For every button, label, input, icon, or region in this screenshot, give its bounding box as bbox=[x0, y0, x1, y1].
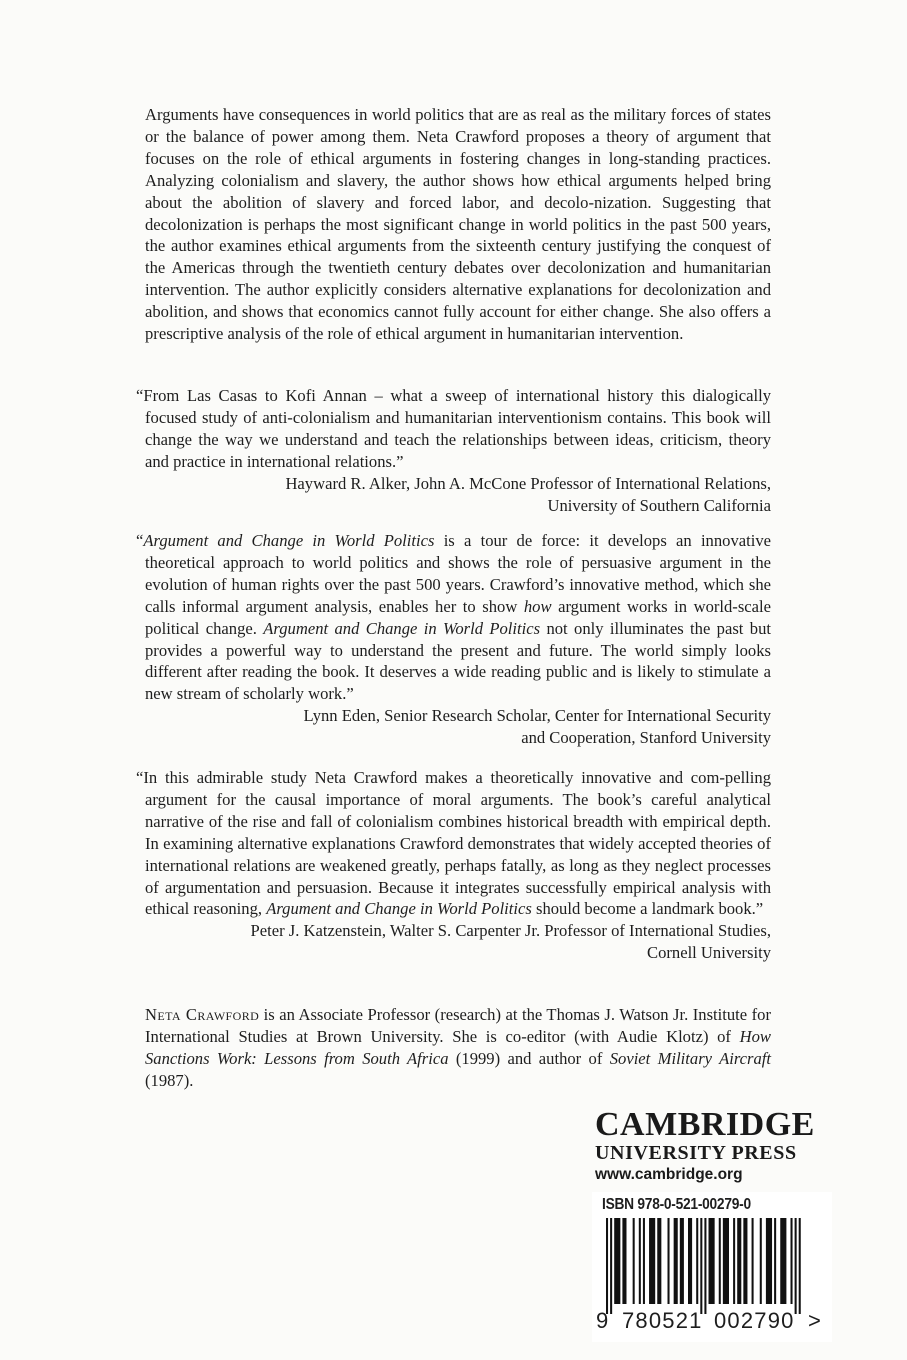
barcode-bar bbox=[639, 1218, 641, 1304]
quote-text: argument works in world-scale political change. bbox=[145, 596, 771, 638]
isbn-label: ISBN 978-0-521-00279-0 bbox=[602, 1196, 751, 1213]
barcode-bar bbox=[795, 1218, 797, 1314]
bio-text: is an Associate Professor (research) at the Thomas J. Watson Jr. Institute for International Studies at Brown University. She is co-editor (with Audie Klotz) of bbox=[145, 1005, 772, 1046]
barcode-digits-right: 002790 bbox=[714, 1308, 795, 1333]
quote-text: not only illuminates the past but provides a powerful way to understand the present and future. The world simply looks different after reading the book. It deserves a wide reading public and is likely to stimulate a new stream of scholarly work.” bbox=[145, 618, 771, 704]
barcode-bar bbox=[643, 1218, 645, 1304]
barcode-bar bbox=[700, 1218, 702, 1314]
attribution-line: Cornell University bbox=[647, 943, 771, 963]
book-title: How Sanctions Work: Lessons from South Africa bbox=[145, 1026, 771, 1068]
barcode-bar bbox=[649, 1218, 655, 1304]
attribution-line: and Cooperation, Stanford University bbox=[521, 728, 771, 748]
author-bio bbox=[145, 1004, 771, 1092]
publisher-website: www.cambridge.org bbox=[595, 1166, 743, 1183]
endorsement-attribution bbox=[145, 920, 771, 964]
quote-text: is a tour de force: it develops an innovative theoretical approach to world politics and shows the role of persuasive argument in the evolution of human rights over the past 500 years. Crawford’s innovative method, which she calls informal argument analysis, enables her to show bbox=[145, 531, 771, 616]
barcode-bar bbox=[696, 1218, 698, 1304]
endorsement-attribution bbox=[145, 473, 771, 517]
barcode-bar bbox=[799, 1218, 801, 1314]
book-title: Argument and Change in World Politics bbox=[143, 531, 435, 550]
author-bio-text bbox=[145, 1004, 771, 1092]
author-name: Neta Crawford bbox=[145, 1005, 260, 1024]
attribution-line: University of Southern California bbox=[547, 495, 771, 515]
barcode-bar bbox=[733, 1218, 735, 1304]
barcode-bar bbox=[704, 1218, 706, 1314]
book-title: Argument and Change in World Politics bbox=[266, 899, 532, 919]
barcode-digits-left: 780521 bbox=[622, 1308, 703, 1333]
quote-text: should become a landmark book.” bbox=[531, 899, 764, 919]
barcode-bar bbox=[760, 1218, 762, 1304]
endorsement-katzenstein bbox=[136, 767, 771, 964]
barcode-digit-first: 9 bbox=[596, 1308, 609, 1333]
book-title: Argument and Change in World Politics bbox=[263, 618, 541, 638]
endorsement-eden bbox=[136, 530, 771, 749]
barcode-bar bbox=[752, 1218, 754, 1304]
barcode-bar bbox=[743, 1218, 747, 1304]
barcode-bar bbox=[766, 1218, 772, 1304]
barcode-bar bbox=[633, 1218, 635, 1304]
barcode-bar bbox=[622, 1218, 626, 1304]
bio-text: (1987). bbox=[145, 1070, 194, 1090]
endorsement-quote bbox=[136, 767, 771, 920]
barcode-bar bbox=[606, 1218, 608, 1314]
attribution-line: Lynn Eden, Senior Research Scholar, Center for International Security bbox=[303, 706, 771, 726]
barcode-bar bbox=[791, 1218, 793, 1304]
barcode-bar bbox=[709, 1218, 715, 1304]
bio-text: (1999) and author of bbox=[448, 1048, 610, 1068]
barcode-bar bbox=[723, 1218, 729, 1304]
barcode-bar bbox=[688, 1218, 692, 1304]
barcode-bar bbox=[657, 1218, 661, 1304]
back-cover-blurb bbox=[145, 104, 771, 345]
book-title: Soviet Military Aircraft bbox=[609, 1048, 772, 1068]
blurb-text: Arguments have consequences in world politics that are as real as the military forces of states or the balance of power among them. Neta Crawford proposes a theory of argument that focuses on the role of ethical arguments in fostering changes in long-standing practices. Analyzing colonialism and slavery, the author shows how ethical arguments helped bring about the abolition of slavery and forced labor, and decolo-nization. Suggesting that decolonization is perhaps the most significant change in world politics in the past 500 years, the author examines ethical arguments from the sixteenth century justifying the conquest of the Americas through the twentieth century debates over decolonization and humanitarian intervention. The author explicitly considers alternative explanations for decolonization and abolition, and shows that economics cannot fully account for either change. She also offers a prescriptive analysis of the role of ethical argument in humanitarian intervention. bbox=[145, 105, 771, 344]
barcode-arrow: > bbox=[808, 1308, 821, 1333]
barcode-bar bbox=[680, 1218, 684, 1304]
isbn-barcode-block bbox=[592, 1192, 832, 1342]
barcode-bar bbox=[780, 1218, 786, 1304]
endorsement-alker bbox=[136, 385, 771, 516]
barcode-bar bbox=[719, 1218, 721, 1304]
publisher-logo bbox=[595, 1108, 827, 1186]
emphasis-word: how bbox=[523, 596, 552, 616]
publisher-name: CAMBRIDGE bbox=[595, 1106, 815, 1143]
barcode-bar bbox=[774, 1218, 776, 1304]
barcode-bar bbox=[668, 1218, 670, 1304]
endorsement-quote: “From Las Casas to Kofi Annan – what a sweep of international history this dialogically focused study of anti-colonialism and humanitarian interventionism contains. This book will change the way we understand and teach the relationships between ideas, criticism, theory and practice in international relations.” bbox=[136, 386, 771, 471]
publisher-subtitle: UNIVERSITY PRESS bbox=[595, 1142, 797, 1164]
barcode-bar bbox=[737, 1218, 741, 1304]
barcode-bar bbox=[674, 1218, 678, 1304]
endorsement-quote bbox=[136, 530, 771, 705]
attribution-line: Peter J. Katzenstein, Walter S. Carpenter Jr. Professor of International Studies, bbox=[250, 921, 771, 941]
quote-open-mark: “ bbox=[136, 531, 144, 550]
barcode-bar bbox=[614, 1218, 620, 1304]
endorsement-attribution bbox=[145, 705, 771, 749]
barcode bbox=[606, 1218, 816, 1314]
attribution-line: Hayward R. Alker, John A. McCone Professor of International Relations, bbox=[285, 473, 771, 493]
barcode-bar bbox=[610, 1218, 612, 1314]
quote-text: “In this admirable study Neta Crawford makes a theoretically innovative and com-pelling argument for the causal importance of moral arguments. The book’s careful analytical narrative of the rise and fall of colonialism combines historical breadth with empirical depth. In examining alternative explanations Crawford demonstrates that widely accepted theories of international relations are weakened greatly, perhaps fatally, as long as they neglect processes of argumentation and persuasion. Because it integrates successfully empirical analysis with ethical reasoning, bbox=[136, 768, 771, 919]
